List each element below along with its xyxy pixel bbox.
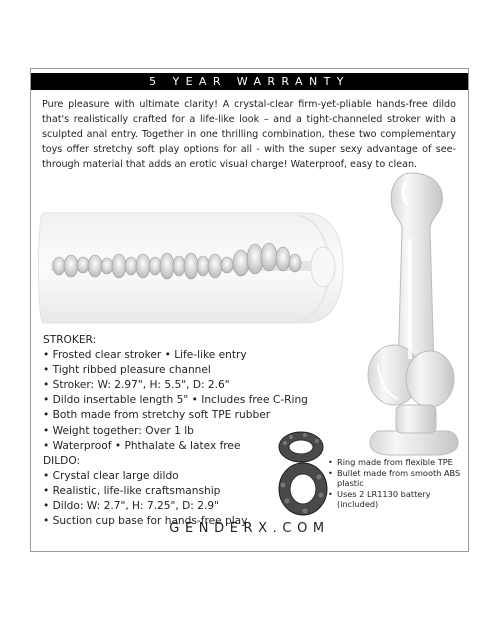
ring-spec-text: Uses 2 LR1130 battery (included): [337, 488, 431, 509]
product-description: Pure pleasure with ultimate clarity! A crystal-clear firm-yet-pliable hands-free dildo that's realistically crafted for a life-like look – and a tight-channeled stroker with a sculpted anal entry. Together in one thrilling combination, these two complementary toys offer stretchy soft play options for all - with the super sexy advantage of see-through material that adds an erotic visual charge! Waterproof, easy to clean.: [42, 99, 456, 170]
spec-line: • Suction cup base for hands-free play: [43, 515, 248, 528]
spec-line: • Weight together: Over 1 lb: [43, 424, 194, 437]
ring-spec-text: Bullet made from smooth ABS plastic: [337, 467, 461, 488]
warranty-banner: 5 YEAR WARRANTY: [31, 73, 468, 90]
spec-line: • Dildo insertable length 5" • Includes free C-Ring: [43, 394, 308, 407]
dildo-image: [336, 169, 466, 459]
spec-line: • Tight ribbed pleasure channel: [43, 364, 211, 377]
spec-line: DILDO:: [43, 454, 81, 467]
spec-line: • Both made from stretchy soft TPE rubber: [43, 409, 271, 422]
ring-spec-item: [328, 457, 468, 468]
spec-line: • Dildo: W: 2.7", H: 7.25", D: 2.9": [43, 500, 219, 513]
product-info-panel: [30, 68, 469, 552]
bullet: •: [328, 488, 333, 499]
ring-spec-list: [328, 457, 468, 510]
website-url: GENDERX.COM: [169, 521, 330, 536]
spec-list: [43, 333, 343, 529]
spec-line: • Waterproof • Phthalate & latex free: [43, 439, 241, 452]
spec-line: • Realistic, life-like craftsmanship: [43, 484, 221, 497]
ring-spec-text: Ring made from flexible TPE: [337, 457, 453, 467]
spec-line: • Frosted clear stroker • Life-like entry: [43, 349, 247, 362]
spec-line: • Crystal clear large dildo: [43, 469, 179, 482]
ring-spec-item: [328, 468, 468, 489]
spec-line: • Stroker: W: 2.97", H: 5.5", D: 2.6": [43, 379, 230, 392]
spec-line: STROKER:: [43, 334, 97, 346]
ring-spec-item: [328, 489, 468, 510]
bullet: •: [328, 467, 333, 478]
stroker-image: [37, 209, 345, 327]
bullet: •: [328, 457, 333, 467]
